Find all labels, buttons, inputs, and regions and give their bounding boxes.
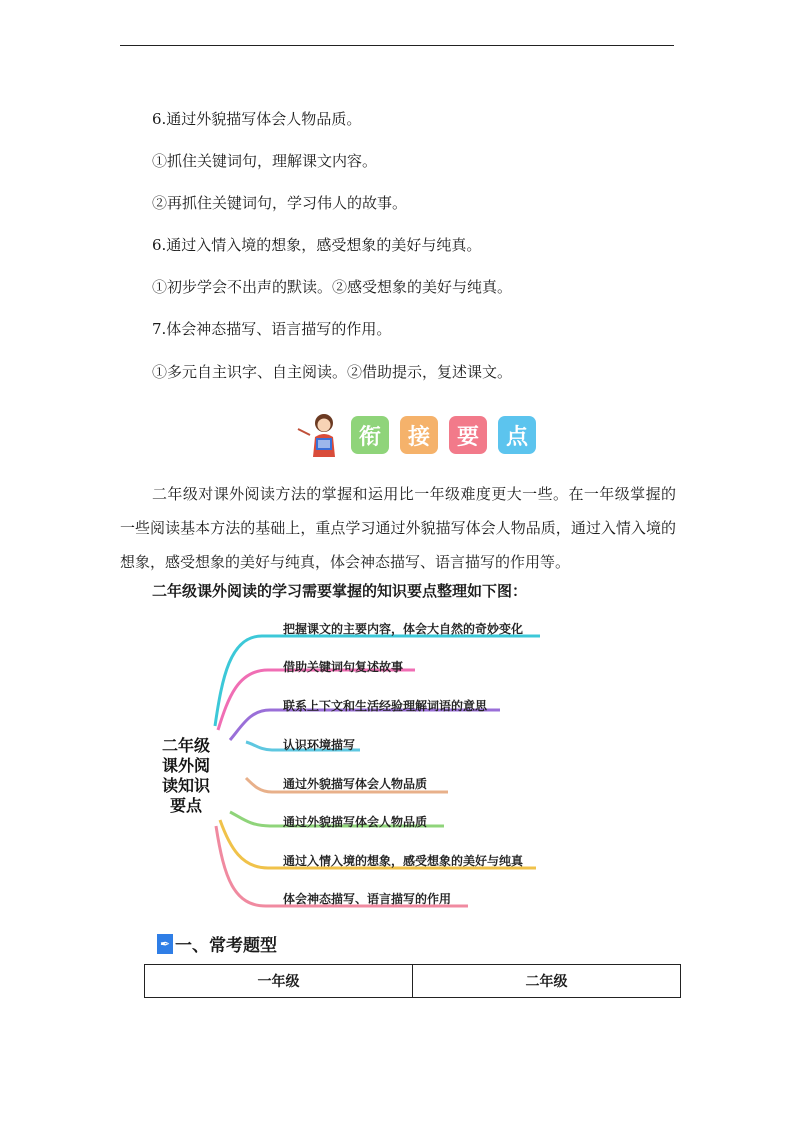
- teacher-illustration-icon: [296, 411, 348, 459]
- banner-tile-3: 要: [449, 416, 487, 454]
- question-type-table: [144, 964, 681, 998]
- table-header-row: [145, 965, 681, 998]
- pen-icon: ✒: [157, 934, 173, 954]
- branch-label-1: 把握课文的主要内容，体会大自然的奇妙变化: [283, 622, 524, 636]
- mindmap: [150, 608, 570, 918]
- mindmap-intro: 二年级课外阅读的学习需要掌握的知识要点整理如下图：: [152, 582, 528, 600]
- center-line-2: 课外阅: [161, 756, 210, 775]
- intro-paragraph: 二年级对课外阅读方法的掌握和运用比一年级难度更大一些。在一年级掌握的一些阅读基本方法的基础上，重点学习通过外貌描写体会人物品质，通过入情入境的想象，感受想象的美好与纯真，体会神态描写、语言描写的作用等。: [120, 485, 676, 571]
- text-line-2: ①抓住关键词句，理解课文内容。: [152, 152, 378, 170]
- section-heading: [157, 931, 277, 956]
- text-line-5: ①初步学会不出声的默读。②感受想象的美好与纯真。: [152, 278, 513, 296]
- banner-tile-4: 点: [498, 416, 536, 454]
- branch-label-6: 通过外貌描写体会人物品质: [283, 815, 428, 829]
- branch-label-4: 认识环境描写: [283, 738, 356, 752]
- branch-label-8: 体会神态描写、语言描写的作用: [283, 892, 452, 906]
- section-title-text: 一、常考题型: [175, 936, 277, 956]
- text-line-3: ②再抓住关键词句，学习伟人的故事。: [152, 194, 408, 212]
- text-line-1: 6.通过外貌描写体会人物品质。: [152, 110, 362, 128]
- banner-tile-1: 衔: [351, 416, 389, 454]
- branch-label-3: 联系上下文和生活经验理解词语的意思: [283, 699, 488, 713]
- branch-curve-3: [230, 710, 500, 740]
- center-line-4: 要点: [169, 796, 202, 815]
- banner-tile-2: 接: [400, 416, 438, 454]
- branch-label-5: 通过外貌描写体会人物品质: [283, 777, 428, 791]
- table-header-grade-2: 二年级: [413, 965, 681, 998]
- branch-label-7: 通过入情入境的想象，感受想象的美好与纯真: [283, 854, 524, 868]
- center-line-1: 二年级: [161, 736, 210, 755]
- header-rule: [120, 45, 674, 46]
- text-line-7: ①多元自主识字、自主阅读。②借助提示，复述课文。: [152, 363, 513, 381]
- mindmap-center: [158, 736, 214, 816]
- table-header-grade-1: 一年级: [145, 965, 413, 998]
- branch-label-2: 借助关键词句复述故事: [283, 660, 404, 674]
- text-line-4: 6.通过入情入境的想象，感受想象的美好与纯真。: [152, 236, 482, 254]
- text-line-6: 7.体会神态描写、语言描写的作用。: [152, 320, 392, 338]
- center-line-3: 读知识: [161, 776, 210, 795]
